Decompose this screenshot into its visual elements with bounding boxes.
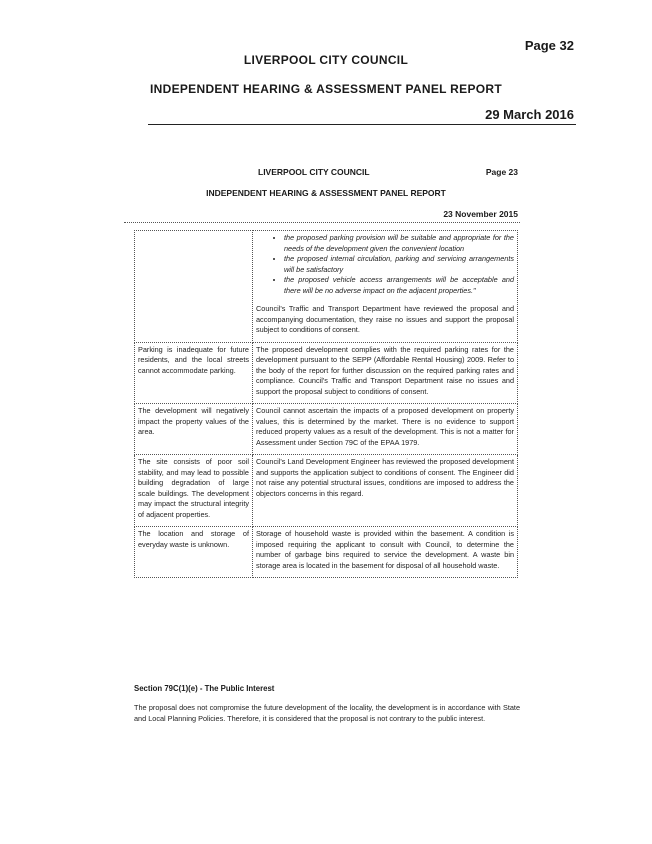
bullet-list: [256, 233, 514, 296]
issue-cell: Parking is inadequate for future residents, and the local streets cannot accommodate parking.: [135, 342, 253, 404]
response-cell: [253, 231, 518, 343]
issue-cell: [135, 231, 253, 343]
table-row: [135, 527, 518, 578]
response-cell: Storage of household waste is provided within the basement. A condition is imposed requiring the applicant to consult with Council, to determine the number of garbage bins required to service the development. A waste bin storage area is located in the basement for disposal of all household waste.: [253, 527, 518, 578]
table-row: [135, 231, 518, 343]
list-item: • the proposed internal circulation, parking and servicing arrangements will be satisfactory: [284, 254, 514, 275]
inner-header-rule: [124, 222, 520, 223]
response-cell: The proposed development complies with the required parking rates for the development pursuant to the SEPP (Affordable Rental Housing) 2009. Refer to the body of the report for further discussion on the required parking rates and compliance. Council's Traffic and Transport Department raise no issues and support the proposal subject to conditions of consent.: [253, 342, 518, 404]
table-row: [135, 342, 518, 404]
issue-cell: The site consists of poor soil stability, and may lead to possible building degradation of large scale buildings. The development may impact the structural integrity of adjacent properties.: [135, 455, 253, 527]
list-item: • the proposed vehicle access arrangements will be acceptable and there will be no adverse impact on the adjacent properties.": [284, 275, 514, 296]
outer-council-title: LIVERPOOL CITY COUNCIL: [243, 53, 409, 67]
section-heading: Section 79C(1)(e) - The Public Interest: [134, 684, 275, 693]
inner-council-title: LIVERPOOL CITY COUNCIL: [258, 167, 370, 177]
outer-header-rule: [148, 124, 576, 125]
outer-report-title: INDEPENDENT HEARING & ASSESSMENT PANEL REPORT: [150, 82, 502, 96]
inner-report-title: INDEPENDENT HEARING & ASSESSMENT PANEL REPORT: [206, 188, 446, 198]
outer-report-date: 29 March 2016: [485, 107, 574, 122]
section-body: The proposal does not compromise the future development of the locality, the development is in accordance with State and Local Planning Policies. Therefore, it is considered that the proposal is not contrary to the public interest.: [134, 703, 520, 723]
list-item: • the proposed parking provision will be suitable and appropriate for the needs of the development given the convenient location: [284, 233, 514, 254]
response-text: Council's Traffic and Transport Department have reviewed the proposal and accompanying documentation, they raise no issues and support the proposal subject to conditions of consent.: [256, 304, 514, 334]
submissions-table: [134, 230, 518, 578]
table-row: [135, 455, 518, 527]
inner-report-date: 23 November 2015: [443, 209, 518, 219]
outer-page-number: Page 32: [524, 38, 574, 53]
table-row: [135, 404, 518, 455]
issue-cell: The development will negatively impact the property values of the area.: [135, 404, 253, 455]
response-cell: Council's Land Development Engineer has reviewed the proposed development and supports the application subject to conditions of consent. The Engineer did not raise any potential structural issues, conditions are imposed to address the objectors concerns in this regard.: [253, 455, 518, 527]
inner-page-number: Page 23: [485, 167, 518, 177]
response-cell: Council cannot ascertain the impacts of a proposed development on property values, this is determined by the market. There is no evidence to support reduced property values as a result of the development. This is not a matter for Assessment under Section 79C of the EPAA 1979.: [253, 404, 518, 455]
issue-cell: The location and storage of everyday waste is unknown.: [135, 527, 253, 578]
